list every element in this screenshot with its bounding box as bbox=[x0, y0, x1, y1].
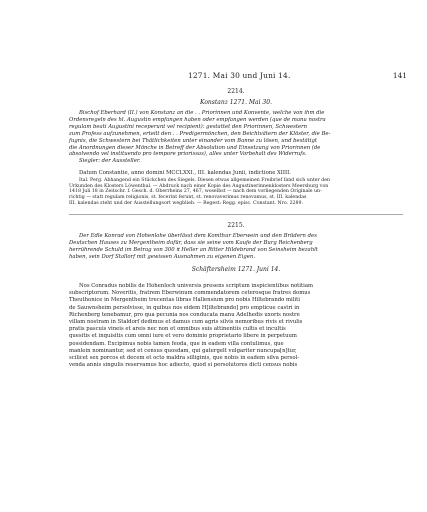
datum-line: Datum Constantie, anno domini MCCLXXI., III. kalendas Junii, indictione XIIII. bbox=[79, 170, 291, 176]
note-line: Urkunden des Klosters Löwenthal. — Abdruck nach einer Kopie des Augustinerinnenklosters Meersburg von bbox=[69, 183, 329, 189]
body-line: pratis pascuis vineis et areis nec non et omnibus suis attinentiis cultis et incultis bbox=[69, 326, 286, 333]
summary-line: Der Edle Konrad von Hohenlohe überlässt dem Komthur Eberwein und den Brüdern des bbox=[79, 233, 317, 239]
body-line: Theuthonice in Mergentheim trecentas libras Hallensium pro nobis Hiltebrando militi bbox=[69, 297, 300, 304]
doc-2214-datum bbox=[69, 170, 403, 177]
doc-2215-number: 2215. bbox=[227, 222, 245, 229]
summary-line: Ordensregeln des hl. Augustin empfangen haben oder empfangen werden (que de manu nostra bbox=[69, 116, 326, 123]
doc-2215-place-date: Schäftersheim 1271. Juni 14. bbox=[191, 266, 281, 273]
page-number: 141 bbox=[392, 71, 407, 80]
body-line: quesitis et inquisitis cum omni iure et vero dominio proprietario libere in perpetuum bbox=[69, 333, 297, 340]
body-line: possidendam. Excipimus nobis tamen feoda, que in eadem villa contulimus, que bbox=[69, 340, 284, 347]
doc-2214-seal: Siegler: der Aussteller. bbox=[79, 158, 141, 165]
page-header bbox=[60, 71, 410, 83]
body-line: scilicet sex porcos et decem et octo maldra silliginis, que nobis in eadem silva persol- bbox=[69, 355, 300, 362]
note-line: III. kalendas steht und der Ausstellungsort wegblieb. — Regest: Regg. episc. Constant. Nro. 2289. bbox=[69, 200, 303, 206]
summary-line: fugnis, die Schwestern bei Thätlichkeiten unter einander vom Banne zu lösen, und bestätigt bbox=[69, 137, 318, 144]
note-line: richtig — statt regulam religionis, st. fecerint ferunt, st. renovaverimus renovamus, st. III. kalendas bbox=[69, 195, 307, 201]
running-title: 1271. Mai 30 und Juni 14. bbox=[188, 71, 291, 80]
doc-2214-place-date: Konstanz 1271. Mai 30. bbox=[200, 99, 272, 106]
summary-line: regulam beati Augustini receperunt vel recipient): gestattet den Priorinnen, Schwestern bbox=[69, 123, 308, 130]
summary-line: zum Profess aufzunehmen, erteilt den . . Predigermönchen, den Beichtvätern der Klöster, die Be- bbox=[69, 130, 331, 137]
body-line: Nos Conradus nobilis de Hohenloch universis presens scriptum inspicientibus notitiam bbox=[79, 283, 313, 289]
body-line: Richenberg tenebamur, pro qua pecunia nos conducata manu Adelhedis uxoris nostre bbox=[69, 311, 300, 318]
note-line: Ital. Perg. Abhangend ein Stückchen des Siegels. Diesen etwas allgemeinen Freibrief fand sich unter den bbox=[79, 178, 331, 183]
summary-line: Deutschen Hauses zu Mergentheim dafür, dass sie seine vom Kaufe der Burg Reichenberg bbox=[69, 239, 313, 246]
doc-2214-summary bbox=[69, 110, 403, 165]
doc-2215-body bbox=[69, 283, 403, 369]
body-line: de Sauwnsheim persolvisse, in quibus nos eidem H[iltebrando] pro empticue castri in bbox=[69, 304, 300, 311]
body-line: manlein nominantur, sed et census quosdam, qui gatergelt vulgariter nuncupa[n]tur, bbox=[69, 347, 297, 354]
note-line: 1418 Juli 18 in Zeitschr. f. Gesch. d. Oberrheins 27, 467, woselbst — nach dem vorliegenden Originale un- bbox=[69, 189, 322, 195]
doc-2215-summary bbox=[69, 233, 403, 261]
summary-line: die Anordnungen dieser Mönche in Betreff der Absolution und Einsetzung von Priorinnen (de bbox=[69, 144, 321, 151]
summary-line: haben, sein Dorf Stallorf mit gewissen Ausnahmen zu eigenen Eigen. bbox=[69, 253, 255, 260]
summary-line: herrührende Schuld im Betrag von 300 ₶ Heller an Ritter Hildebrand von Seinsheim bezahlt bbox=[69, 246, 318, 253]
body-line: villam nostram in Staldorf dedimus et damus cum agris silvis nemoribus rivis et rivulis bbox=[69, 319, 303, 326]
body-line: venda annis singulis reservamus hoc adiecto, quod si persolutores dicti census nobis bbox=[69, 362, 298, 369]
summary-line: absolvendo vel instituendo pro tempore priorissas), alles unter Vorbehalt des Widerrufs. bbox=[69, 151, 307, 158]
section-divider bbox=[69, 214, 403, 215]
doc-2214-notes bbox=[69, 178, 403, 207]
doc-2214-number: 2214. bbox=[227, 88, 245, 95]
summary-line: Bischof Eberhard (II.) von Konstanz an die . . Priorinnen und Konvente, welche von ihm die bbox=[79, 110, 325, 116]
body-line: subscriptorum. Noveritis, fratrem Eberwinum commendatorem ceterosque fratres domus bbox=[69, 290, 311, 297]
